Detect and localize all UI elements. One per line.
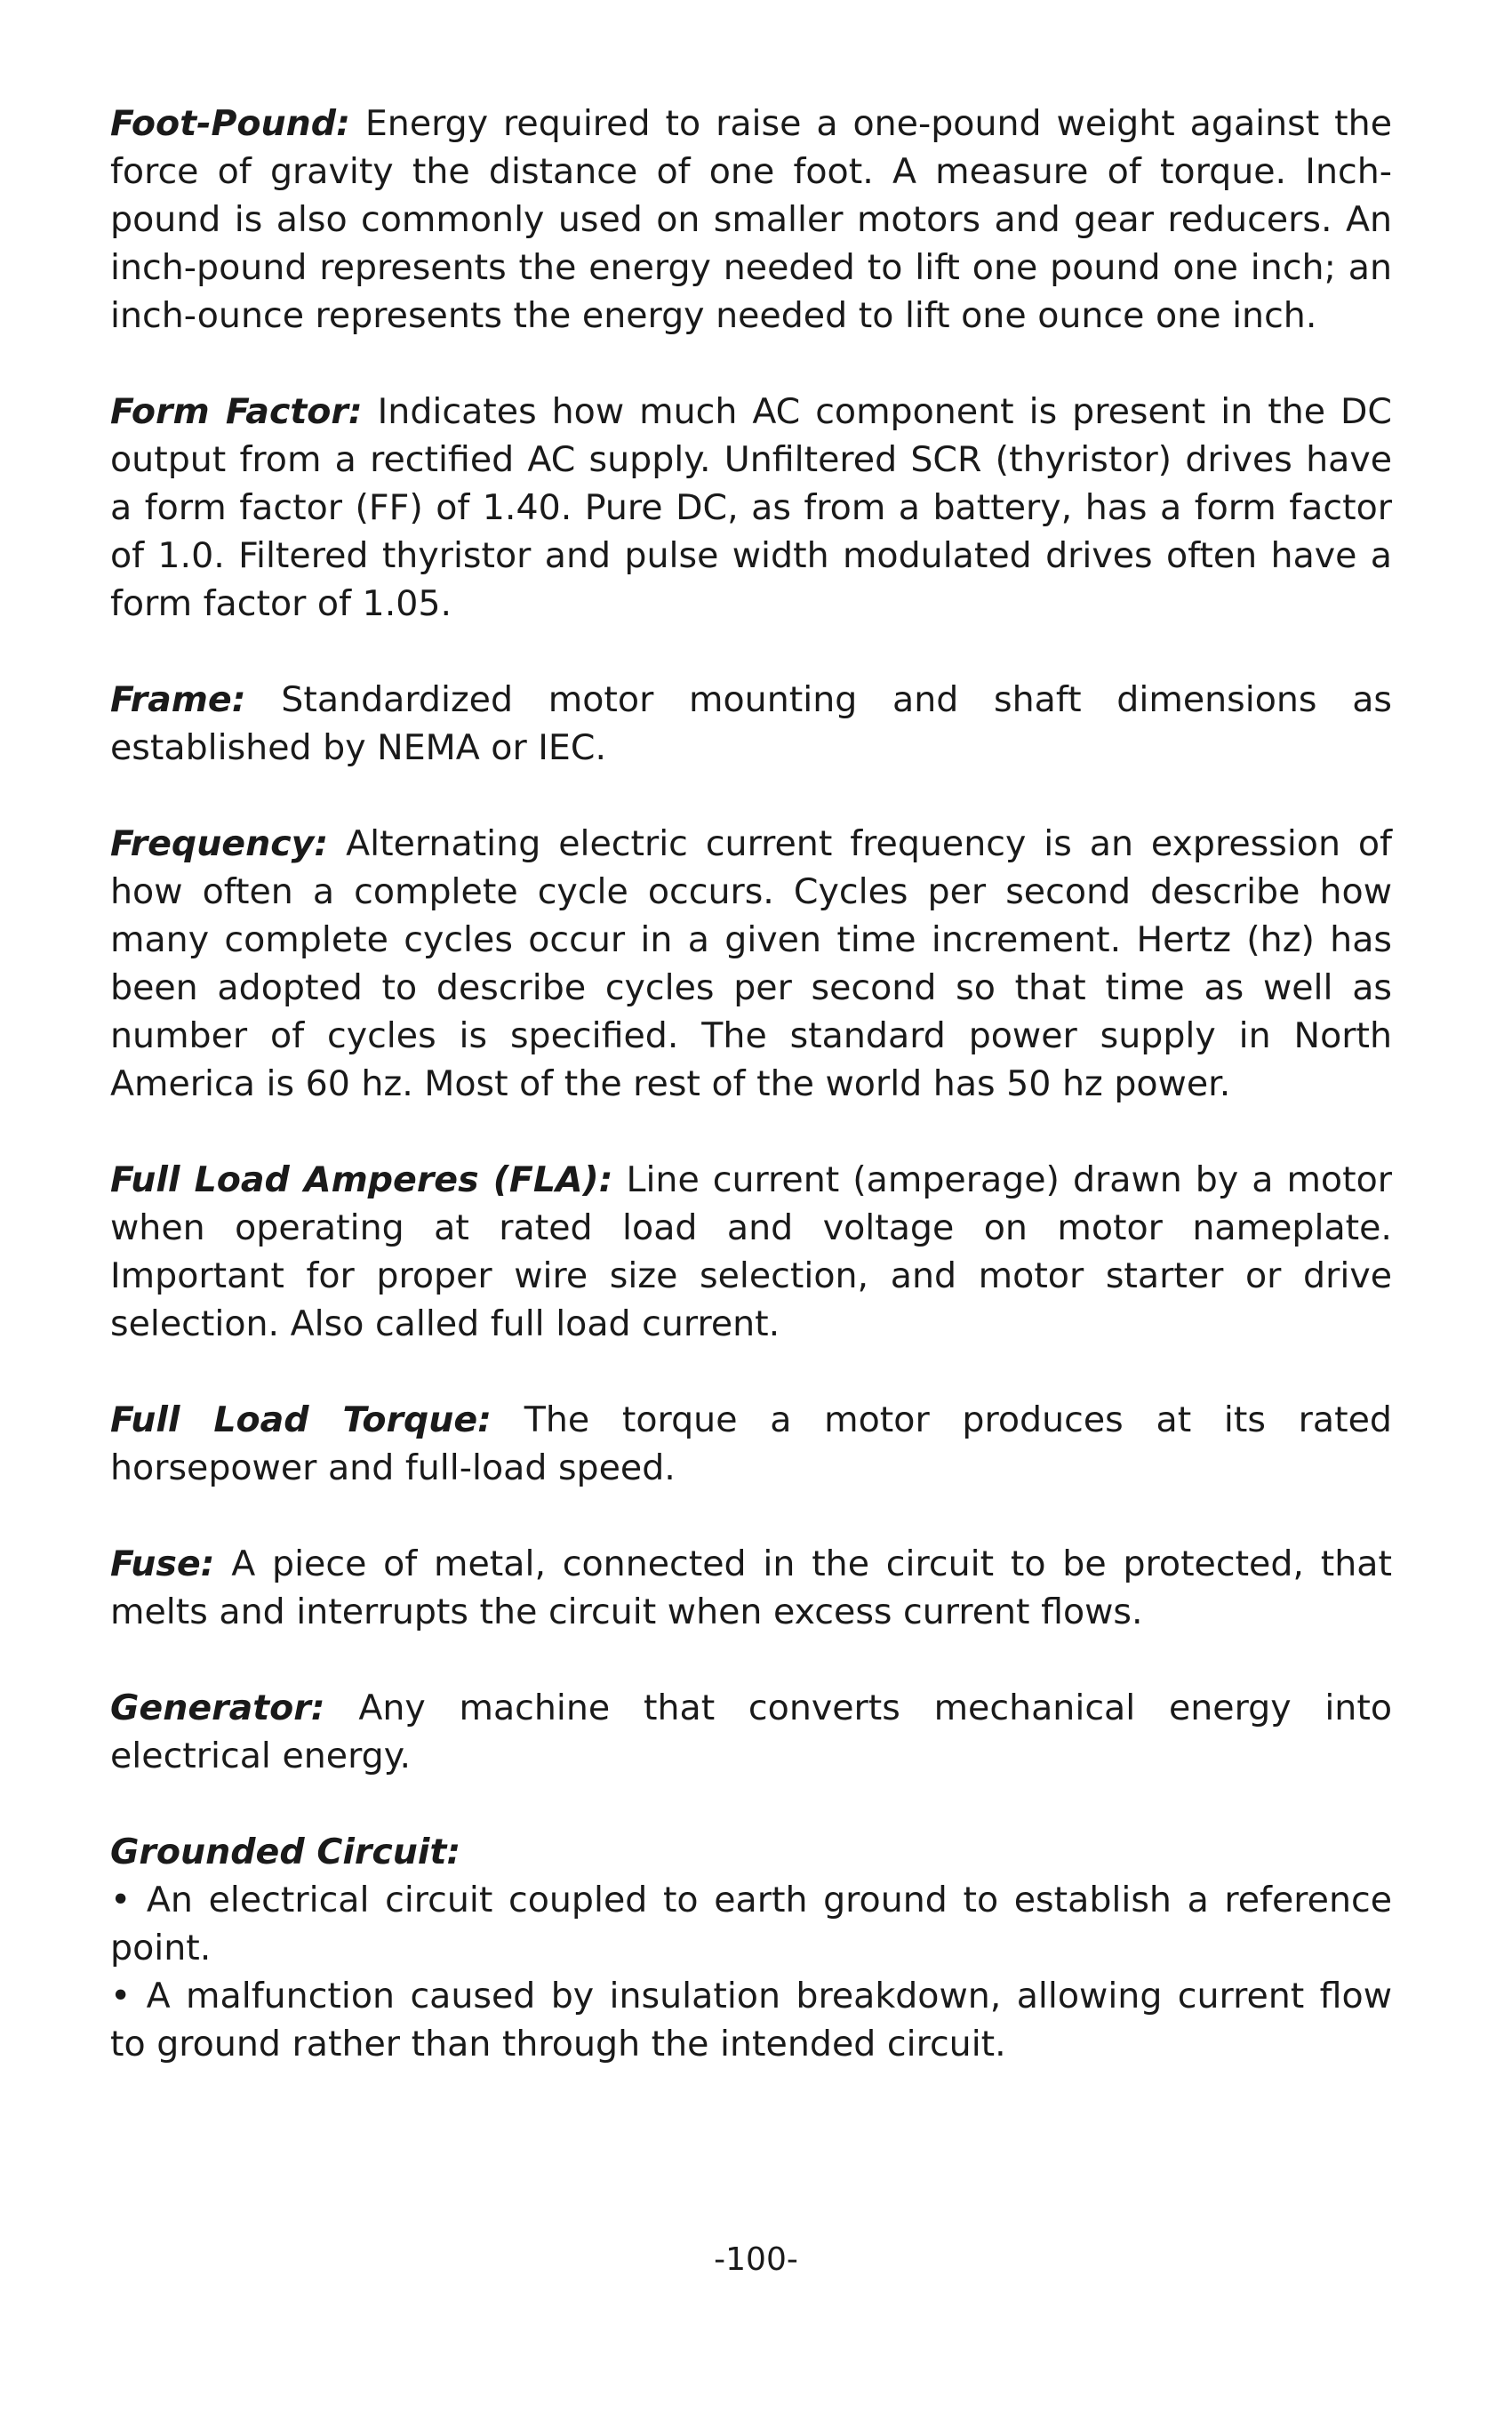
glossary-entry-full-load-amperes [110, 1156, 1392, 1348]
entry-definition: A piece of metal, connected in the circuit to be protected, that melts and interrupts the circuit when excess current flows. [110, 1543, 1392, 1632]
entry-definition: Indicates how much AC component is present in the DC output from a rectified AC supply. Unfiltered SCR (thyristor) drives have a form factor (FF) of 1.40. Pure DC, as from a battery, has a form factor of 1.0. Filtered thyristor and pulse width modulated drives often have a form factor of 1.05. [110, 391, 1392, 624]
glossary-entry-foot-pound [110, 100, 1392, 340]
entry-definition: The torque a motor produces at its rated horsepower and full-load speed. [110, 1399, 1392, 1488]
glossary-entry-frame [110, 676, 1392, 772]
entry-term: Full Load Amperes (FLA): [110, 1159, 613, 1200]
entry-definition: Alternating electric current frequency is an expression of how often a complete cycle occurs. Cycles per second describe how many complete cycles occur in a given time increment. Hertz (hz) has been adopted to describe cycles per second so that time as well as number of cycles is specified. The standard power supply in North America is 60 hz. Most of the rest of the world has 50 hz power. [110, 823, 1392, 1104]
glossary-entry-grounded-circuit [110, 1828, 1392, 2068]
entry-term: Form Factor: [110, 391, 363, 432]
entry-term: Frequency: [110, 823, 329, 864]
bullet-item: • A malfunction caused by insulation breakdown, allowing current flow to ground rather than through the intended circuit. [110, 1976, 1392, 2064]
glossary-entry-frequency [110, 820, 1392, 1108]
entry-term: Foot-Pound: [110, 103, 350, 144]
glossary-entry-generator [110, 1684, 1392, 1780]
glossary-entry-full-load-torque [110, 1396, 1392, 1492]
entry-term: Full Load Torque: [110, 1399, 492, 1440]
entry-definition: Standardized motor mounting and shaft dimensions as established by NEMA or IEC. [110, 679, 1392, 768]
glossary-entry-form-factor [110, 388, 1392, 628]
entry-term: Grounded Circuit: [110, 1832, 461, 1872]
entry-term: Frame: [110, 679, 246, 720]
bullet-item: • An electrical circuit coupled to earth ground to establish a reference point. [110, 1880, 1392, 1968]
entry-term: Generator: [110, 1687, 325, 1728]
glossary-entry-fuse [110, 1540, 1392, 1636]
entry-definition: Line current (amperage) drawn by a motor when operating at rated load and voltage on motor nameplate. Important for proper wire size selection, and motor starter or drive selection. Also called full load current. [110, 1159, 1392, 1344]
entry-definition: Energy required to raise a one-pound weight against the force of gravity the distance of one foot. A measure of torque. Inch-pound is also commonly used on smaller motors and gear reducers. An inch-pound represents the energy needed to lift one pound one inch; an inch-ounce represents the energy needed to lift one ounce one inch. [110, 103, 1392, 336]
entry-definition: Any machine that converts mechanical energy into electrical energy. [110, 1687, 1392, 1776]
glossary-page [110, 100, 1392, 2068]
page-number: -100- [714, 2241, 798, 2278]
entry-term: Fuse: [110, 1543, 215, 1584]
